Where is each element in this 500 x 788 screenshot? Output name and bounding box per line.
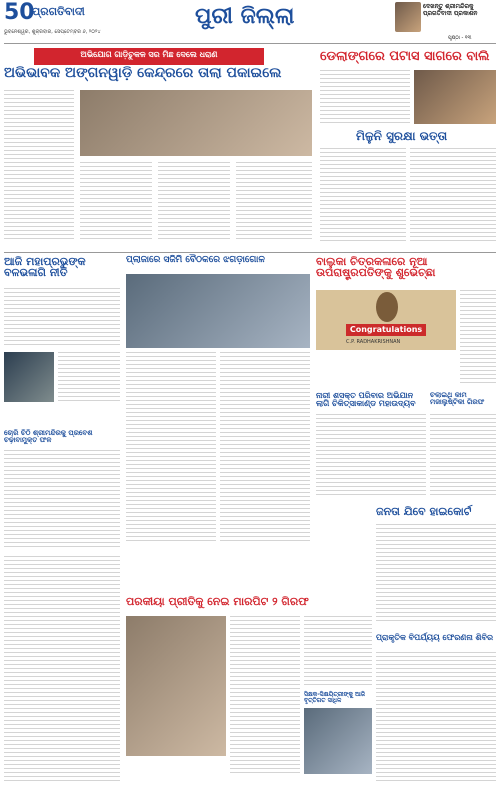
story-headline: ସିକ୍ଷକ-ସିକ୍ଷୟିତ୍ରୀଙ୍କୁ ଆଜି ବୃତ୍ତିଗତ ସାଧିଳ: [304, 691, 365, 704]
story-body-col4: [236, 162, 312, 242]
story-kicker: ଅଭିଯୋଗ ଗାଡ଼ିଚୁକଳ ସର ମିଛ ଦେଲେ ଧରାଣ: [34, 48, 264, 65]
story-body: [316, 414, 426, 498]
story-body-col1: [4, 90, 74, 240]
story-left-bottom: [4, 556, 120, 784]
story-body: [460, 290, 496, 386]
paper-name: ପ୍ରଗତିବାଦୀ: [32, 5, 85, 18]
story-photo: [80, 90, 312, 156]
story-headline: ପ୍ଲାଜାରେ ସଜିମି ବୈଠକରେ ଝଗଡ଼ାଗୋଳ: [126, 255, 265, 265]
story-body: [430, 414, 496, 498]
story-body: [4, 288, 120, 348]
subhead-body-1: [320, 148, 406, 243]
story-body-1: [230, 616, 300, 776]
story-headline: ବାଲୁକା ଚିତ୍ରକଳାରେ ନୂଆ ଉପରାଷ୍ଟ୍ରପତିଙ୍କୁ ଶୁଭେଚ୍ଛା: [316, 255, 436, 279]
story-headline: ଅଭିଭାବକ ଅଙ୍ଗନୱାଡ଼ି କେନ୍ଦ୍ରରେ ତାଲା ପକାଇଲେ: [4, 65, 282, 81]
subhead: ମିଳୁନି ସୁରକ୍ଷା ଭତ୍ତା: [356, 129, 448, 143]
story-body-2: [304, 616, 372, 686]
congrats-banner: Congratulations: [346, 324, 426, 336]
story-headline: ଚଲାଇଥି କାମ ମଜାଲୁଷ୍ଟିକା ଗିରଫ: [430, 391, 485, 406]
story-body: [376, 652, 496, 782]
page-number: ପୃଷ୍ଠା - ୧୩: [448, 35, 472, 41]
story-body-1: [126, 352, 216, 542]
date-line: ଭୁବନେଶ୍ୱର, ଶୁକ୍ରବାର, ସେପ୍ଟେମ୍ବର ୬, ୨୦୨୪: [4, 29, 101, 35]
story-disaster: [376, 634, 496, 784]
story-patas-sagar: [320, 48, 496, 178]
story-parakiya: [126, 596, 372, 784]
story-body-2: [220, 352, 310, 542]
story-body: [4, 450, 120, 548]
divider: [4, 252, 496, 253]
story-mahaprabhu: [4, 256, 120, 426]
story-photo: [126, 616, 226, 756]
story-anganwadi: [4, 48, 314, 248]
story-nari: [316, 392, 426, 498]
story-headline: ଆଜି ମହାପ୍ରଭୁଙ୍କ ବଳଭଳାଗି ନୀତି: [4, 255, 86, 279]
story-body-col2: [80, 162, 152, 242]
story-photo: [126, 274, 310, 348]
story-headline: ପ୍ରାକୃତିକ ବିପର୍ଯ୍ୟୟ ଫେରଣନା ଶିବିର: [376, 633, 494, 642]
story-body: [320, 70, 410, 124]
name-caption: C.P. RADHAKRISHNAN: [346, 339, 401, 345]
story-sand-art: [316, 256, 496, 386]
promo-image: [395, 2, 421, 32]
story-body-2: [58, 352, 120, 402]
story-photo: [414, 70, 496, 124]
story-headline: ପରକୀୟା ପ୍ରୀତିକୁ ନେଇ ମାରପିଟ ୨ ଗିରଫ: [126, 595, 309, 608]
promo-box: [395, 2, 495, 38]
story-highcourt: [376, 506, 496, 626]
sand-photo: [316, 290, 456, 350]
story-headline: ଡେଲାଙ୍ଗରେ ପଟାସ ସାଗରେ ବାଲି: [320, 49, 490, 64]
story-headline: ଚୋରି ଚିଠି ଶ୍ରୀମନ୍ଦିରକୁ ପ୍ରବେଶ ଚଢ଼ାବାମୁକ୍ତ ଫଳ: [4, 429, 93, 444]
story-photo: [304, 708, 372, 774]
story-body-col3: [158, 162, 230, 242]
subhead-body-2: [410, 148, 496, 243]
story-headline: ନାରୀ ଶସକ୍ତ ପରିବାର ଅଭିଯାନ ଲାଗି ଚିକିତ୍ସାକାଣ୍ଡ ମହାଉଦ୍ୟବ: [316, 391, 416, 408]
story-body: [376, 524, 496, 624]
story-plaza: [126, 256, 310, 456]
section-title: ପୁରୀ ଜିଲ୍ଲା: [195, 4, 295, 29]
promo-text: ଦେଖନ୍ତୁ ଶ୍ରୀମନ୍ଦିରକୁ ପ୍ରଗତିବାଦୀ ପ୍ରକାଶନ: [423, 3, 478, 17]
masthead-rule: [4, 43, 496, 44]
masthead: [0, 0, 500, 44]
story-arrest: [430, 392, 496, 498]
story-photo: [4, 352, 54, 402]
teacher-story: [304, 692, 372, 776]
story-headline: ଜନତା ଯିବେ ହାଇକୋର୍ଟ: [376, 505, 472, 518]
logo-number: 50: [4, 0, 35, 25]
portrait: [376, 292, 398, 322]
story-chori: [4, 430, 120, 550]
